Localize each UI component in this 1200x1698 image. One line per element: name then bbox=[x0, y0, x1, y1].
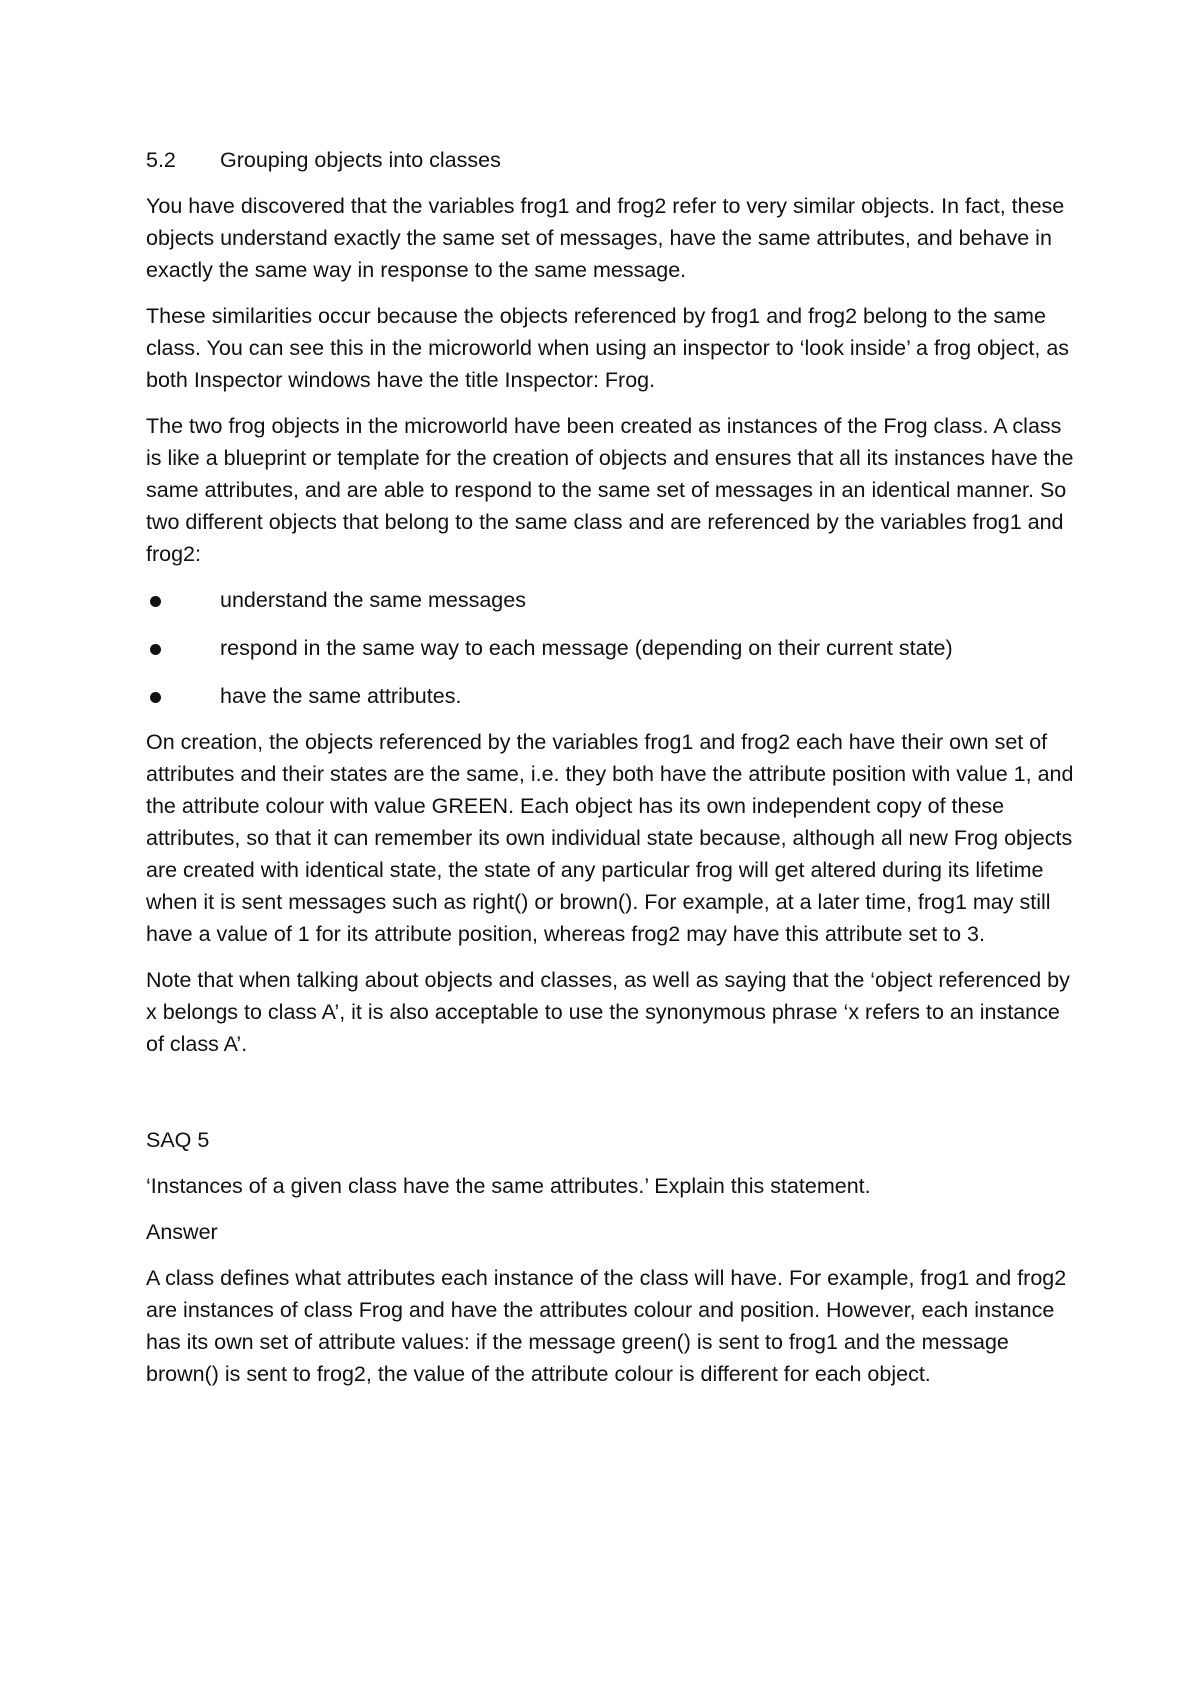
bullet-text: understand the same messages bbox=[220, 588, 526, 612]
document-page bbox=[146, 144, 1076, 1404]
bullet-text: have the same attributes. bbox=[220, 684, 462, 708]
bullet-icon bbox=[146, 632, 220, 664]
saq-answer-label: Answer bbox=[146, 1220, 218, 1244]
paragraph-note: Note that when talking about objects and classes, as well as saying that the ‘object referenced by x belongs to class A’, it is also acceptable to use the synonymous phrase ‘x refers to an instance of class A’. bbox=[146, 968, 1070, 1056]
saq-question: ‘Instances of a given class have the same attributes.’ Explain this statement. bbox=[146, 1174, 871, 1198]
bullet-list bbox=[146, 584, 1076, 712]
section-number: 5.2 bbox=[146, 148, 176, 172]
saq-answer: A class defines what attributes each instance of the class will have. For example, frog1 and frog2 are instances of class Frog and have the attributes colour and position. However, each instance has its own set of attribute values: if the message green() is sent to frog1 and the message brown() is sent to frog2, the value of the attribute colour is different for each object. bbox=[146, 1266, 1067, 1386]
section-heading bbox=[146, 144, 1076, 176]
saq-title: SAQ 5 bbox=[146, 1128, 210, 1152]
list-item bbox=[146, 584, 1076, 616]
paragraph-on-creation: On creation, the objects referenced by the variables frog1 and frog2 each have their own set of attributes and their states are the same, i.e. they both have the attribute position with value 1, and the attribute colour with value GREEN. Each object has its own independent copy of these attributes, so that it can remember its own individual state because, although all new Frog objects are created with identical state, the state of any particular frog will get altered during its lifetime when it is sent messages such as right() or brown(). For example, at a later time, frog1 may still have a value of 1 for its attribute position, whereas frog2 may have this attribute set to 3. bbox=[146, 730, 1074, 946]
bullet-icon bbox=[146, 680, 220, 712]
section-title: Grouping objects into classes bbox=[220, 148, 501, 172]
bullet-text: respond in the same way to each message (depending on their current state) bbox=[220, 636, 953, 660]
list-item bbox=[146, 680, 1076, 712]
list-item bbox=[146, 632, 1076, 664]
bullet-icon bbox=[146, 584, 220, 616]
paragraph-similarities: These similarities occur because the objects referenced by frog1 and frog2 belong to the same class. You can see this in the microworld when using an inspector to ‘look inside’ a frog object, as both Inspector windows have the title Inspector: Frog. bbox=[146, 304, 1070, 392]
paragraph-intro: You have discovered that the variables frog1 and frog2 refer to very similar objects. In fact, these objects understand exactly the same set of messages, have the same attributes, and behave in exactly the same way in response to the same message. bbox=[146, 194, 1065, 282]
paragraph-class-blueprint: The two frog objects in the microworld have been created as instances of the Frog class. A class is like a blueprint or template for the creation of objects and ensures that all its instances have the same attributes, and are able to respond to the same set of messages in an identical manner. So two different objects that belong to the same class and are referenced by the variables frog1 and frog2: bbox=[146, 414, 1074, 566]
